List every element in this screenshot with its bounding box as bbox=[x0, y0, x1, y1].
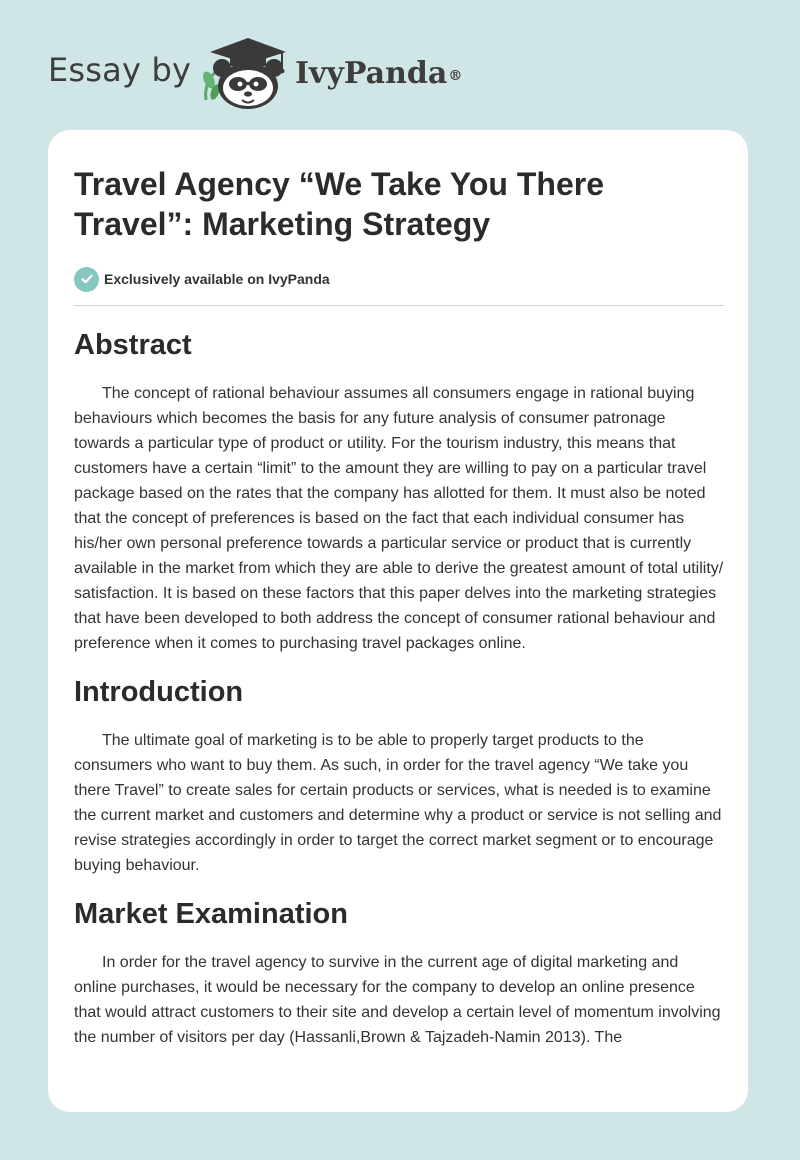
panda-logo-icon[interactable] bbox=[198, 34, 294, 110]
essay-title: Travel Agency “We Take You There Travel”: Marketing Strategy bbox=[74, 166, 604, 242]
section-paragraph-introduction: The ultimate goal of marketing is to be able to properly target products to the consumers who want to buy them. As such, in order for the travel agency “We take you there Travel” to create sales for certain products or services, what is needed is to examine the current market and customers and determine why a product or service is not selling and revise strategies accordingly in order to target the correct market segment or to encourage buying behaviour. bbox=[74, 732, 722, 874]
exclusive-badge bbox=[74, 266, 724, 292]
section-heading-abstract: Abstract bbox=[74, 329, 192, 361]
title-divider bbox=[74, 305, 724, 306]
brand-name-text: IvyPanda bbox=[295, 56, 448, 91]
section-heading-introduction: Introduction bbox=[74, 676, 244, 708]
section-paragraph-market-examination: In order for the travel agency to survive in the current age of digital marketing and online purchases, it would be necessary for the company to develop an online presence that would attract customers to their site and develop a certain level of momentum involving the number of visitors per day (Hassanli,Brown & Tajzadeh-Namin 2013). The bbox=[74, 954, 721, 1046]
essay-card bbox=[48, 130, 748, 1112]
section-paragraph-abstract: The concept of rational behaviour assumes all consumers engage in rational buying behaviours which becomes the basis for any future analysis of consumer patronage towards a particular type of product or utility. For the tourism industry, this means that customers have a certain “limit” to the amount they are willing to pay on a particular travel package based on the rates that the company has allotted for them. It must also be noted that the concept of preferences is based on the fact that each individual consumer has his/her own personal preference towards a particular service or product that is currently available in the market from which they are able to derive the greatest amount of total utility/ satisfaction. It is based on these factors that this paper delves into the marketing strategies that have been developed to both address the concept of consumer rational behaviour and preference when it comes to purchasing travel packages online. bbox=[74, 385, 724, 652]
registered-mark: ® bbox=[448, 68, 463, 84]
brand-name[interactable] bbox=[295, 54, 462, 94]
site-header bbox=[0, 0, 800, 130]
check-circle-icon bbox=[74, 267, 99, 292]
essay-by-label: Essay by bbox=[48, 51, 192, 89]
section-heading-market-examination: Market Examination bbox=[74, 898, 348, 930]
essay-content bbox=[74, 164, 724, 1050]
exclusive-label: Exclusively available on IvyPanda bbox=[104, 271, 330, 287]
